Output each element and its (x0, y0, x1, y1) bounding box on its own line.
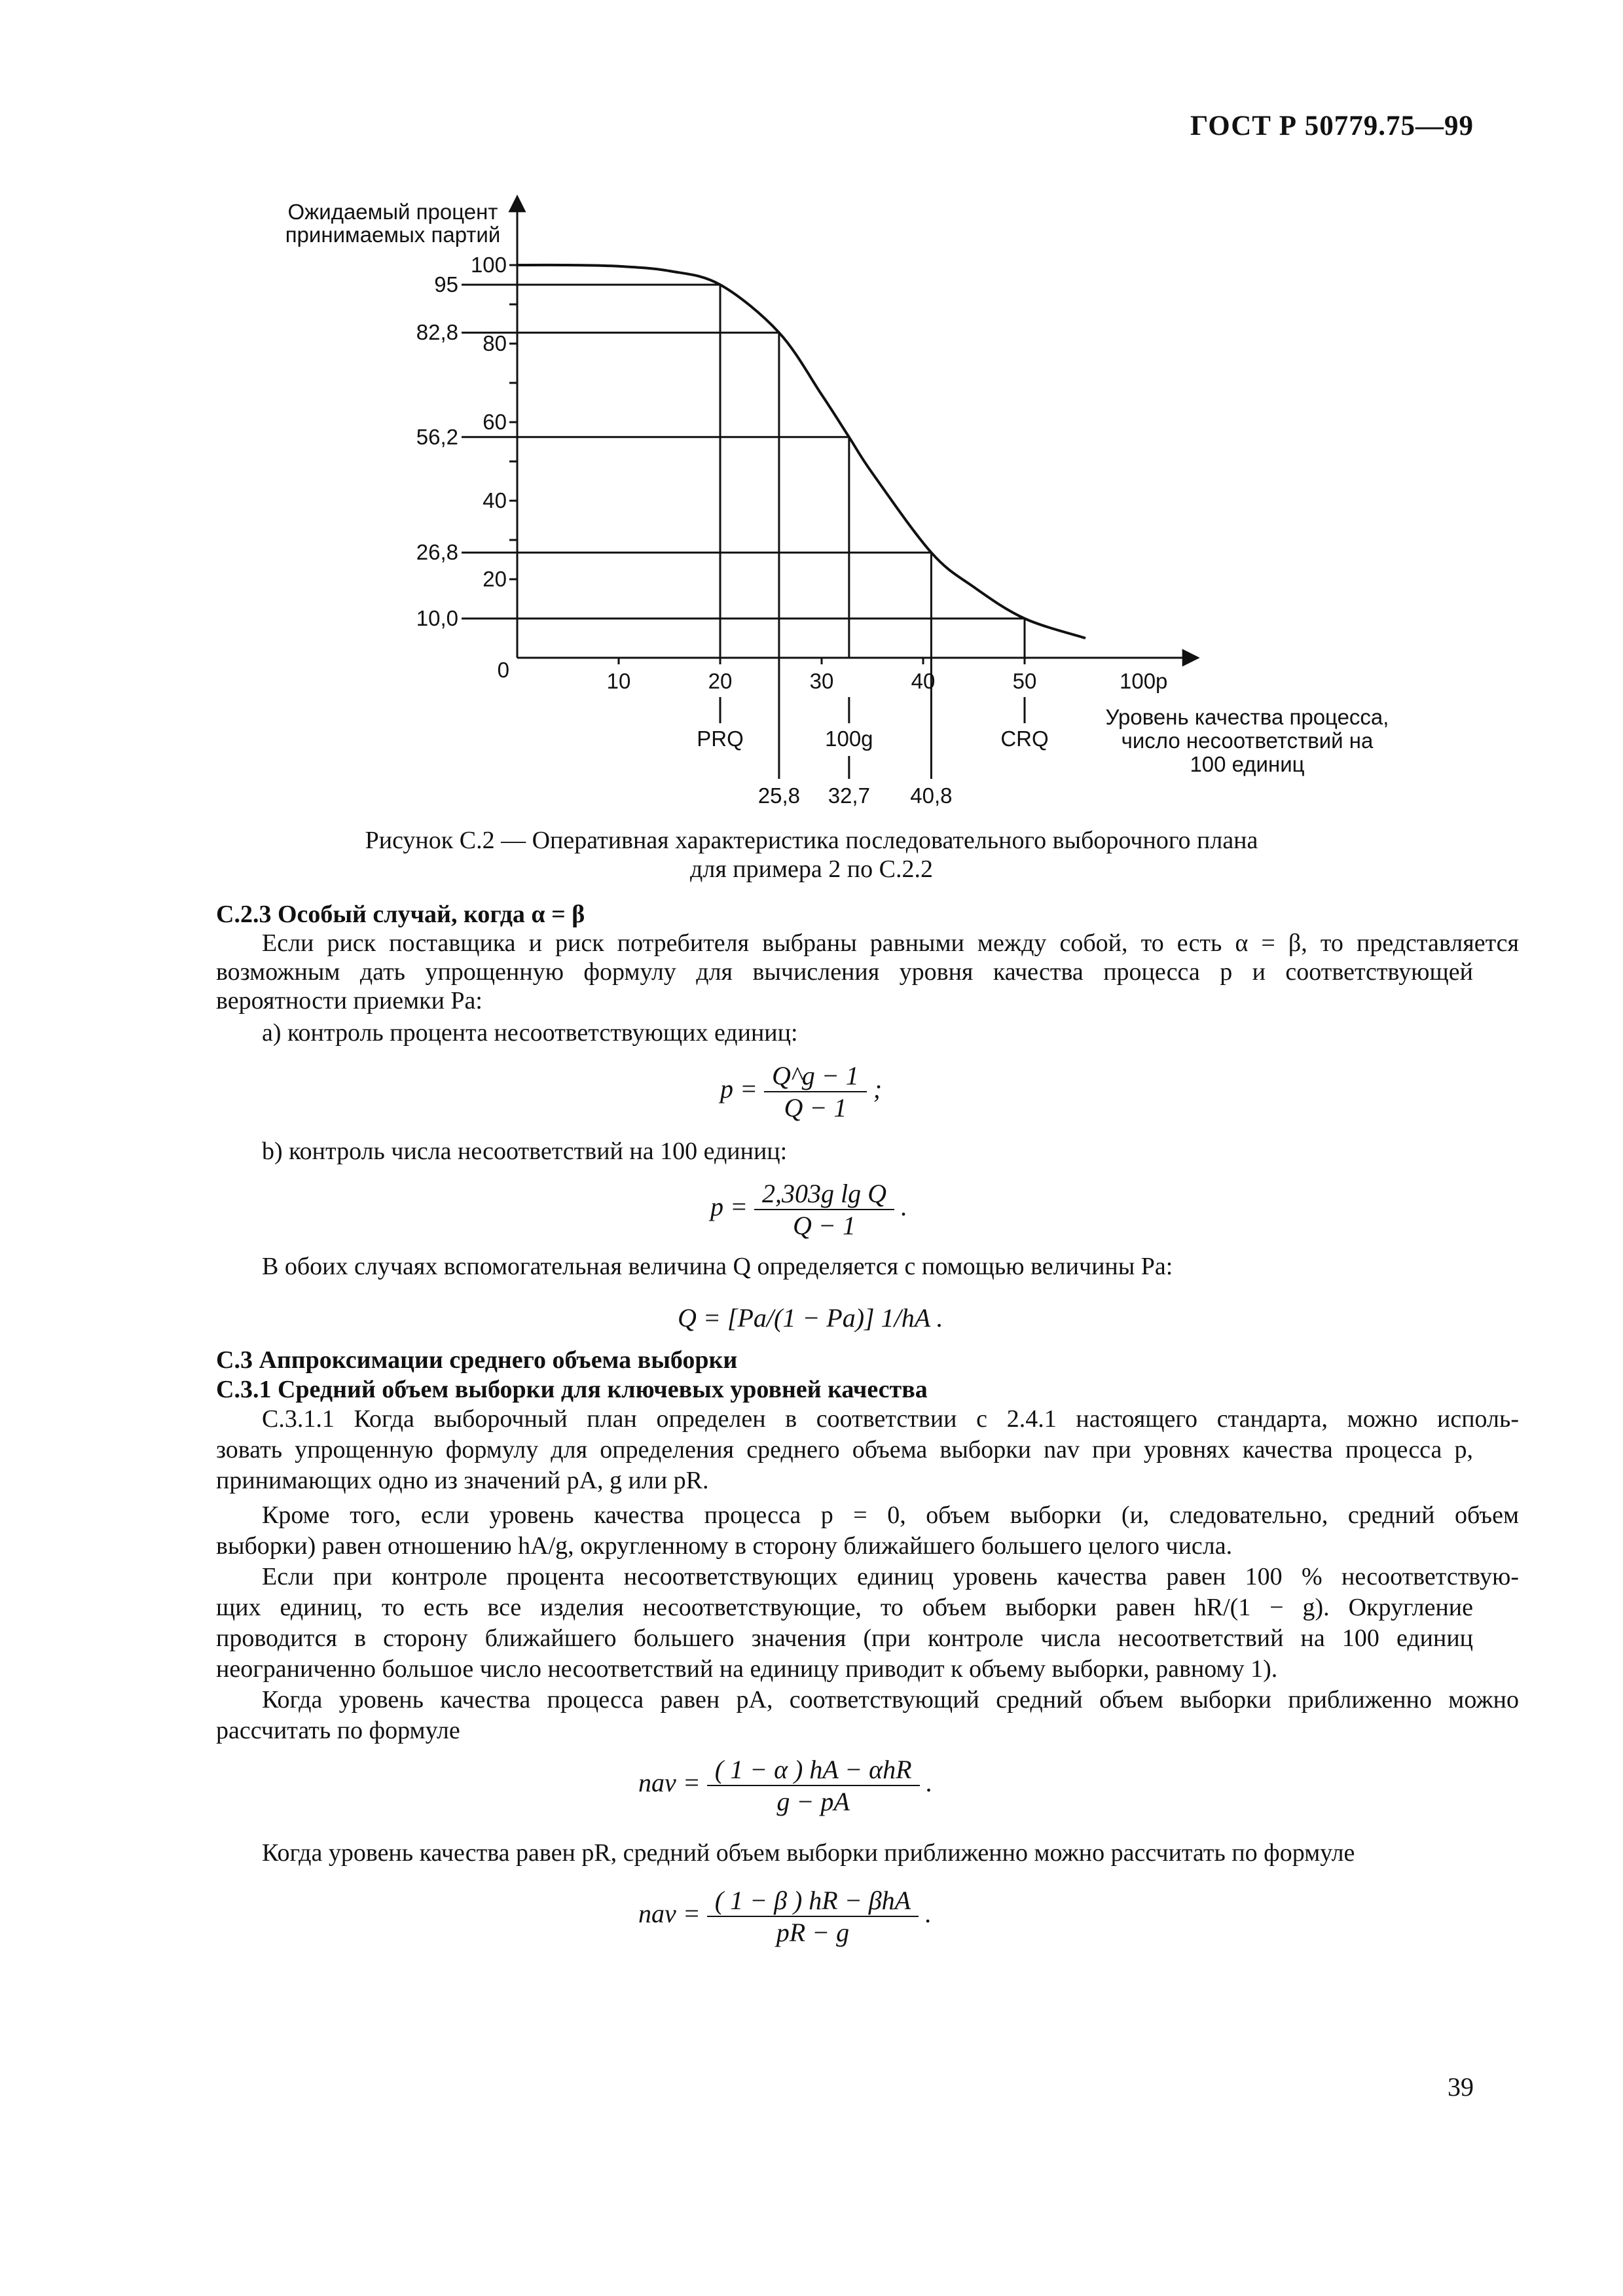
formula-b-end: . (901, 1192, 907, 1222)
p3-line3: проводится в сторону ближайшего большего значения (при контроле числа несоответствий на 100 единиц (216, 1624, 1473, 1652)
formula-nav-2 (0, 1885, 1623, 1948)
formula-1-lhs: nav = (638, 1768, 701, 1798)
x-tick-label-20: 20 (708, 669, 733, 693)
top-marker-label-2: CRQ (1000, 726, 1049, 751)
p2-line1: Кроме того, если уровень качества процесса p = 0, объем выборки (и, следовательно, средний объем (262, 1501, 1519, 1529)
formula-b-numerator: 2,303g lg Q (754, 1178, 894, 1210)
y-ticks (471, 253, 517, 619)
y-marker-label-1: 82,8 (416, 320, 458, 345)
y-tick-label-80: 80 (483, 331, 507, 355)
oc-curve (517, 265, 1085, 638)
y-tick-label-20: 20 (483, 567, 507, 591)
c23-q-para: В обоих случаях вспомогательная величина Q определяется с помощью величины Pa: (262, 1253, 1173, 1280)
formula-1-end: . (926, 1768, 933, 1798)
y-axis-title-2: принимаемых партий (285, 223, 501, 247)
formula-a-denominator: Q − 1 (784, 1093, 847, 1122)
y-marker-label-0: 95 (434, 272, 458, 296)
section-c23-heading: С.2.3 Особый случай, когда α = β (216, 901, 585, 928)
formula-2-numerator: ( 1 − β ) hR − βhA (707, 1885, 919, 1917)
formula-a (0, 1060, 1623, 1123)
page-number: 39 (1448, 2072, 1474, 2102)
c23-para-line3: вероятности приемки Pa: (216, 987, 483, 1014)
c23-para-line1: Если риск поставщика и риск потребителя выбраны равными между собой, то есть α = β, то представляется (262, 929, 1519, 957)
figure-caption-1: Рисунок С.2 — Оперативная характеристика последовательного выборочного плана (365, 827, 1258, 854)
p4-line2: рассчитать по формуле (216, 1717, 460, 1744)
formula-q: Q = [Pa/(1 − Pa)] 1/hA . (678, 1303, 943, 1333)
formula-b-denominator: Q − 1 (793, 1211, 856, 1240)
formula-2-end: . (925, 1899, 932, 1929)
c311-line3: принимающих одно из значений pA, g или pR. (216, 1467, 709, 1494)
formula-b-lhs: p = (710, 1192, 748, 1222)
p4-line1: Когда уровень качества процесса равен pA, соответствующий средний объем выборки приближенно можно (262, 1686, 1519, 1713)
x-axis-title-3: 100 единиц (1190, 752, 1305, 776)
p3-line2: щих единиц, то есть все изделия несоответствующие, то объем выборки равен hR/(1 − g). Округление (216, 1594, 1473, 1621)
formula-1-numerator: ( 1 − α ) hA − αhR (707, 1754, 920, 1786)
item-b: b) контроль числа несоответствий на 100 единиц: (262, 1138, 788, 1165)
x-tick-label-10: 10 (606, 669, 631, 693)
p3-line4: неограниченно большое число несоответствий на единицу приводит к объему выборки, равному 1). (216, 1655, 1278, 1683)
item-a: a) контроль процента несоответствующих единиц: (262, 1019, 798, 1047)
y-marker-label-3: 26,8 (416, 540, 458, 565)
x-ticks (607, 658, 1037, 693)
c23-para-line2: возможным дать упрощенную формулу для вычисления уровня качества процесса p и соответствующей (216, 958, 1473, 986)
p2-line2: выборки) равен отношению hA/g, округленному в сторону ближайшего большего целого числа. (216, 1532, 1233, 1560)
x-axis-title-2: число несоответствий на (1121, 728, 1374, 753)
y-axis-title-1: Ожидаемый процент (287, 200, 498, 224)
x-tick-label-30: 30 (809, 669, 834, 693)
formula-1-denominator: g − pA (776, 1787, 850, 1816)
formula-a-numerator: Q^g − 1 (764, 1060, 867, 1092)
oc-chart (0, 0, 1623, 851)
formula-b (0, 1178, 1623, 1241)
x-axis-title-1: Уровень качества процесса, (1105, 705, 1389, 729)
formula-a-lhs: p = (720, 1074, 757, 1104)
figure-caption-2: для примера 2 по С.2.2 (690, 855, 933, 883)
y-tick-label-40: 40 (483, 488, 507, 512)
p3-line1: Если при контроле процента несоответствующих единиц уровень качества равен 100 % несоответствую- (262, 1563, 1519, 1590)
p5: Когда уровень качества равен pR, средний объем выборки приближенно можно рассчитать по формуле (262, 1839, 1355, 1867)
x-end-label: 100p (1120, 669, 1168, 693)
y-marker-label-2: 56,2 (416, 424, 458, 449)
formula-a-end: ; (873, 1074, 883, 1104)
c311-line2: зовать упрощенную формулу для определения среднего объема выборки nav при уровнях качества процесса p, (216, 1436, 1473, 1463)
x-tick-label-50: 50 (1012, 669, 1037, 693)
formula-2-denominator: pR − g (776, 1918, 850, 1947)
section-c31-heading: С.3.1 Средний объем выборки для ключевых уровней качества (216, 1376, 928, 1403)
y-tick-label-60: 60 (483, 410, 507, 434)
bottom-marker-label-1: 32,7 (828, 783, 870, 808)
formula-2-lhs: nav = (638, 1899, 701, 1929)
bottom-marker-label-2: 40,8 (910, 783, 953, 808)
top-marker-label-0: PRQ (697, 726, 744, 751)
top-marker-label-1: 100g (825, 726, 873, 751)
section-c3-heading: С.3 Аппроксимации среднего объема выборки (216, 1346, 738, 1374)
standard-header: ГОСТ Р 50779.75—99 (1190, 111, 1474, 141)
formula-nav-1 (0, 1754, 1623, 1817)
y-marker-label-4: 10,0 (416, 606, 458, 630)
origin-label: 0 (497, 658, 509, 682)
y-tick-label-100: 100 (470, 253, 507, 277)
c311-line1: С.3.1.1 Когда выборочный план определен в соответствии с 2.4.1 настоящего стандарта, можно исполь- (262, 1405, 1519, 1433)
bottom-marker-label-0: 25,8 (757, 783, 801, 808)
x-tick-label-40: 40 (911, 669, 936, 693)
